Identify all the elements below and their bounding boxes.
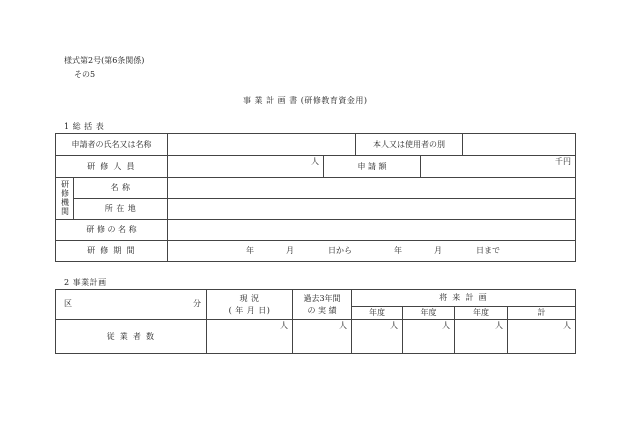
division-right-label: 分: [193, 299, 201, 308]
employees-current[interactable]: [207, 320, 293, 354]
unit-fy3: 人: [495, 321, 503, 330]
fiscal-year-2: 年度: [403, 307, 455, 320]
employees-label: 従 業 者 数: [56, 320, 207, 354]
unit-past: 人: [339, 321, 347, 330]
employees-fy1[interactable]: [352, 320, 403, 354]
self-or-employer-value[interactable]: [463, 134, 576, 156]
current-status-date: ( 年 月 日): [228, 305, 271, 315]
institution-name-label: 名 称: [74, 178, 168, 199]
period-month2: 月: [434, 246, 442, 255]
institution-location-label: 所 在 地: [74, 199, 168, 220]
course-name-label: 研 修 の 名 称: [56, 220, 168, 241]
employees-fy3[interactable]: [455, 320, 508, 354]
form-number: 様式第2号(第6条関係): [64, 56, 145, 65]
fiscal-year-3: 年度: [455, 307, 508, 320]
division-left-label: 区: [64, 299, 72, 308]
division-header: [56, 290, 207, 320]
current-status-header: [207, 290, 293, 320]
future-total: 計: [508, 307, 576, 320]
form-part: その5: [74, 70, 96, 79]
institution-location-value[interactable]: [168, 199, 576, 220]
amount-label: 申 請 額: [324, 156, 421, 178]
employees-past[interactable]: [293, 320, 352, 354]
unit-fy2: 人: [442, 321, 450, 330]
applicant-name-value[interactable]: [168, 134, 356, 156]
course-name-value[interactable]: [168, 220, 576, 241]
period-year1: 年: [246, 246, 254, 255]
employees-total[interactable]: [508, 320, 576, 354]
past-results-line1: 過去3年間: [303, 293, 341, 303]
future-plan-header: 将 来 計 画: [352, 290, 576, 307]
amount-unit: 千円: [555, 157, 571, 166]
period-day1: 日から: [328, 246, 352, 255]
period-day2: 日まで: [476, 246, 500, 255]
current-status-label: 現 況: [239, 293, 260, 303]
unit-current: 人: [280, 321, 288, 330]
unit-total: 人: [563, 321, 572, 330]
period-value[interactable]: [168, 241, 576, 262]
trainees-unit: 人: [311, 157, 319, 166]
past-results-header: [293, 290, 352, 320]
trainees-value[interactable]: [168, 156, 324, 178]
period-month1: 月: [286, 246, 294, 255]
summary-table: [55, 133, 576, 262]
institution-name-value[interactable]: [168, 178, 576, 199]
section1-heading: 1 総 括 表: [64, 122, 105, 131]
trainees-label: 研 修 人 員: [56, 156, 168, 178]
amount-value[interactable]: [421, 156, 576, 178]
employees-fy2[interactable]: [403, 320, 455, 354]
unit-fy1: 人: [390, 321, 398, 330]
past-results-line2: の 実 績: [307, 305, 337, 315]
applicant-name-label: 申請者の氏名又は名称: [56, 134, 168, 156]
section2-heading: 2 事業計画: [64, 278, 107, 287]
self-or-employer-label: 本人又は使用者の別: [356, 134, 463, 156]
period-label: 研 修 期 間: [56, 241, 168, 262]
document-title: 事 業 計 画 書 (研修教育資金用): [243, 96, 368, 105]
business-plan-table: [55, 289, 576, 354]
institution-label: 研修機関: [56, 178, 74, 220]
period-year2: 年: [394, 246, 402, 255]
fiscal-year-1: 年度: [352, 307, 403, 320]
